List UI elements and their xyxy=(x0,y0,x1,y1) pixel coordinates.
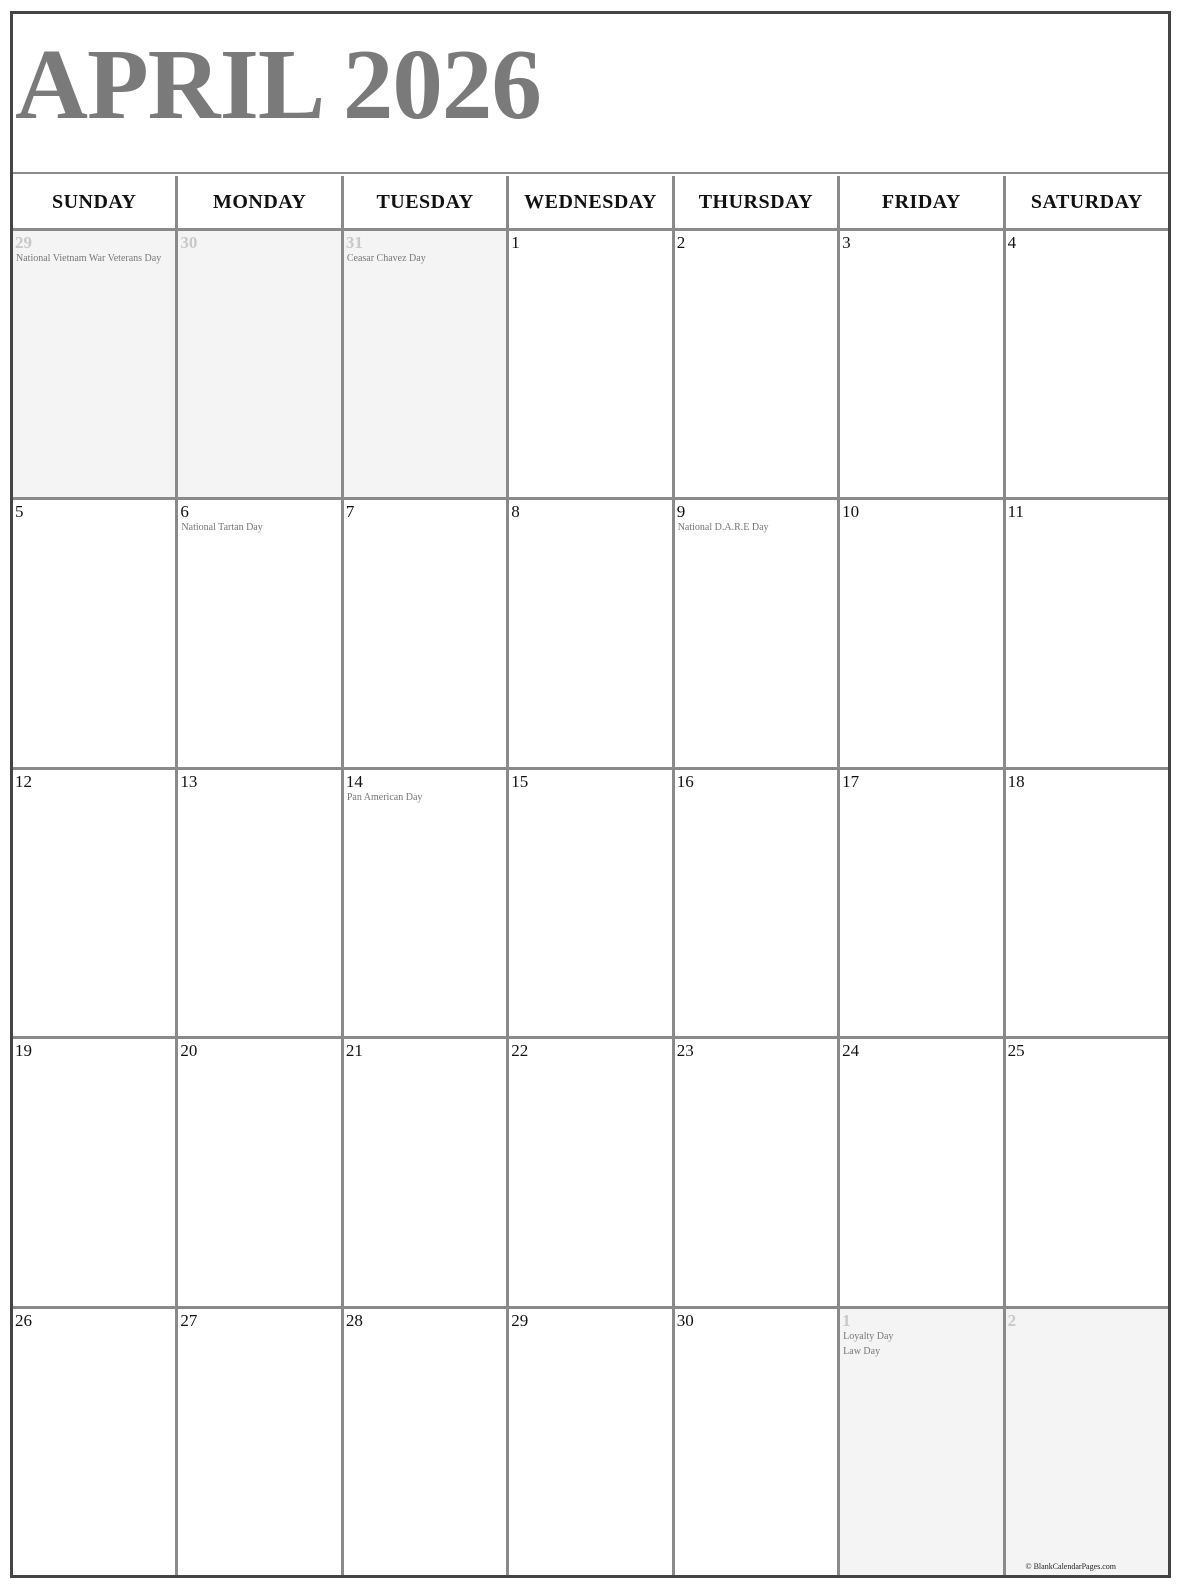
day-cell xyxy=(344,1309,506,1575)
event-list xyxy=(678,524,834,539)
day-number: 30 xyxy=(180,233,198,252)
day-number: 1 xyxy=(842,1310,851,1330)
day-cell xyxy=(509,1039,671,1305)
day-number: 7 xyxy=(345,502,355,522)
day-cell xyxy=(13,1039,175,1305)
day-number: 4 xyxy=(1007,233,1017,252)
day-number: 16 xyxy=(676,771,694,791)
day-cell xyxy=(840,500,1002,766)
event-label: National D.A.R.E Day xyxy=(677,522,769,534)
day-number: 21 xyxy=(345,1041,363,1061)
day-number: 29 xyxy=(511,1310,529,1330)
event-label: Law Day xyxy=(843,1345,881,1357)
day-number: 14 xyxy=(345,771,363,791)
title-area xyxy=(13,14,1168,174)
weekday-header-tuesday: TUESDAY xyxy=(344,176,506,228)
weekday-header-sunday: SUNDAY xyxy=(13,176,175,228)
day-number: 18 xyxy=(1007,771,1025,791)
day-number: 2 xyxy=(676,233,686,252)
calendar-title: APRIL 2026 xyxy=(15,28,541,140)
day-number: 26 xyxy=(15,1310,32,1330)
day-number: 31 xyxy=(345,233,363,252)
adjacent-month-day-cell xyxy=(13,231,175,497)
footer-credit: © BlankCalendarPages.com xyxy=(1025,1562,1116,1571)
day-cell xyxy=(1006,231,1168,497)
adjacent-month-day-cell xyxy=(344,231,506,497)
day-number: 20 xyxy=(180,1041,198,1061)
day-cell xyxy=(840,231,1002,497)
event-list xyxy=(843,1330,999,1363)
day-cell xyxy=(840,1039,1002,1305)
event-list xyxy=(347,255,503,270)
day-number: 9 xyxy=(676,502,686,522)
day-number: 29 xyxy=(15,233,32,252)
day-cell xyxy=(675,1309,837,1575)
day-number: 28 xyxy=(345,1310,363,1330)
day-cell xyxy=(178,1309,340,1575)
day-number: 10 xyxy=(842,502,860,522)
day-cell xyxy=(13,1309,175,1575)
day-cell xyxy=(178,1039,340,1305)
event-label: Loyalty Day xyxy=(843,1330,894,1342)
event-label: Pan American Day xyxy=(346,791,423,803)
day-cell xyxy=(13,770,175,1036)
day-cell xyxy=(178,500,340,766)
day-cell xyxy=(675,500,837,766)
day-cell xyxy=(509,770,671,1036)
day-cell xyxy=(1006,770,1168,1036)
day-number: 19 xyxy=(15,1041,32,1061)
day-number: 25 xyxy=(1007,1041,1025,1061)
day-cell xyxy=(509,1309,671,1575)
weekday-header-wednesday: WEDNESDAY xyxy=(509,176,671,228)
day-cell xyxy=(509,500,671,766)
calendar-page xyxy=(10,11,1171,1578)
adjacent-month-day-cell xyxy=(840,1309,1002,1575)
day-number: 6 xyxy=(180,502,189,522)
day-number: 1 xyxy=(511,233,520,252)
day-number: 23 xyxy=(676,1041,694,1061)
day-cell xyxy=(675,231,837,497)
day-number: 5 xyxy=(15,502,24,522)
day-number: 8 xyxy=(511,502,520,522)
day-number: 30 xyxy=(676,1310,694,1330)
event-label: National Tartan Day xyxy=(181,522,263,534)
day-cell xyxy=(675,770,837,1036)
calendar-grid xyxy=(13,176,1168,1575)
day-cell xyxy=(344,500,506,766)
weekday-header-thursday: THURSDAY xyxy=(675,176,837,228)
event-list xyxy=(346,791,503,809)
day-cell xyxy=(1006,500,1168,766)
day-cell xyxy=(509,231,671,497)
day-number: 11 xyxy=(1007,502,1024,522)
weekday-header-friday: FRIDAY xyxy=(840,176,1002,228)
day-cell xyxy=(178,770,340,1036)
day-cell xyxy=(675,1039,837,1305)
day-number: 24 xyxy=(842,1041,860,1061)
weekday-header-saturday: SATURDAY xyxy=(1006,176,1168,228)
day-cell xyxy=(344,1039,506,1305)
day-number: 3 xyxy=(842,233,851,252)
day-number: 13 xyxy=(180,771,198,791)
event-list xyxy=(16,255,172,270)
day-number: 22 xyxy=(511,1041,529,1061)
event-label: National Vietnam War Veterans Day xyxy=(16,253,162,264)
adjacent-month-day-cell xyxy=(178,231,340,497)
day-number: 17 xyxy=(842,771,860,791)
day-cell xyxy=(13,500,175,766)
day-cell xyxy=(1006,1039,1168,1305)
day-cell xyxy=(840,770,1002,1036)
weekday-header-monday: MONDAY xyxy=(178,176,340,228)
day-number: 2 xyxy=(1007,1310,1017,1330)
adjacent-month-day-cell xyxy=(1006,1309,1168,1575)
event-list xyxy=(181,524,337,539)
day-cell xyxy=(344,770,506,1036)
day-number: 15 xyxy=(511,771,529,791)
day-number: 12 xyxy=(15,771,32,791)
event-label: Ceasar Chavez Day xyxy=(346,253,426,264)
day-number: 27 xyxy=(180,1310,198,1330)
